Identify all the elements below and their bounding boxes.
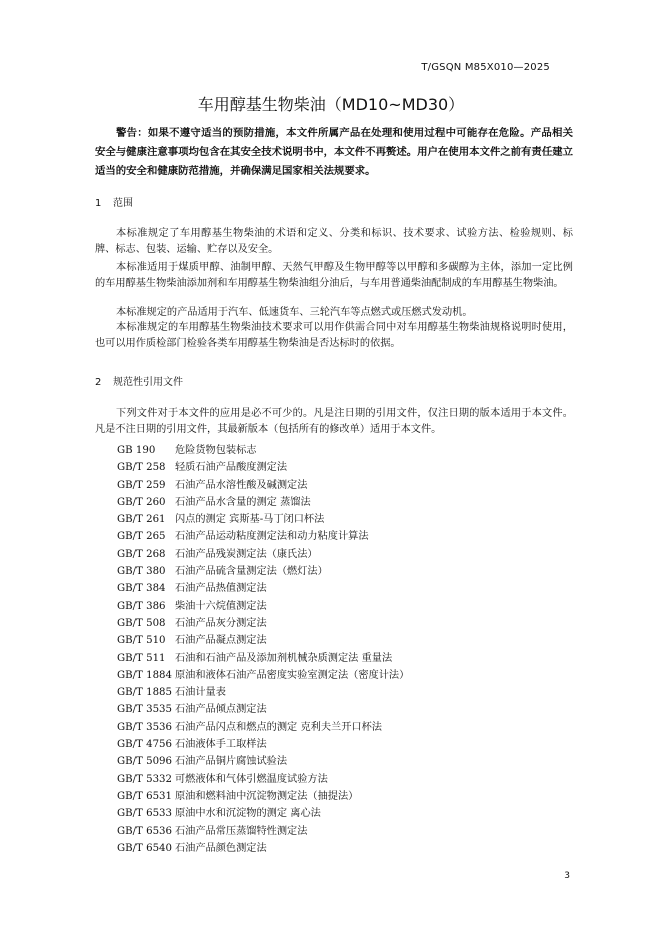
reference-code: GB/T 3536 xyxy=(117,721,173,733)
reference-item xyxy=(117,580,409,597)
reference-item xyxy=(117,511,409,528)
reference-code: GB/T 268 xyxy=(117,548,166,560)
reference-item xyxy=(117,632,409,649)
reference-name: 石油产品水溶性酸及碱测定法 xyxy=(175,479,308,491)
reference-code: GB/T 511 xyxy=(117,652,166,664)
reference-item xyxy=(117,719,409,736)
reference-name: 石油产品运动粘度测定法和动力粘度计算法 xyxy=(175,531,369,543)
reference-code: GB/T 5096 xyxy=(117,756,173,768)
reference-item xyxy=(117,650,409,667)
reference-name: 石油产品灰分测定法 xyxy=(175,617,267,629)
reference-item xyxy=(117,701,409,718)
reference-code: GB/T 260 xyxy=(117,496,166,508)
reference-name: 原油和燃料油中沉淀物测定法（抽提法） xyxy=(175,790,359,802)
document-title: 车用醇基生物柴油（MD10~MD30） xyxy=(197,95,465,114)
reference-name: 石油产品倾点测定法 xyxy=(175,704,267,716)
reference-item xyxy=(117,477,409,494)
reference-code: GB/T 1884 xyxy=(117,669,173,681)
reference-name: 石油产品颜色测定法 xyxy=(175,842,267,854)
reference-code: GB/T 510 xyxy=(117,635,166,647)
standard-code: T/GSQN M85X010—2025 xyxy=(421,62,550,73)
reference-item xyxy=(117,823,409,840)
section-title: 规范性引用文件 xyxy=(113,377,183,388)
reference-name: 石油产品热值测定法 xyxy=(175,583,267,595)
scope-paragraph: 本标准规定的车用醇基生物柴油技术要求可以用作供需合同中对车用醇基生物柴油规格说明时使用，也可以用作质检部门检验各类车用醇基生物柴油是否达标时的依据。 xyxy=(95,322,573,349)
reference-code: GB/T 6540 xyxy=(117,842,173,854)
reference-code: GB/T 1885 xyxy=(117,687,173,699)
reference-name: 原油和液体石油产品密度实验室测定法（密度计法） xyxy=(175,669,410,681)
reference-item xyxy=(117,805,409,822)
reference-item xyxy=(117,598,409,615)
reference-code: GB/T 508 xyxy=(117,617,166,629)
reference-name: 石油产品凝点测定法 xyxy=(175,635,267,647)
section-number: 2 xyxy=(95,377,102,388)
section-heading-normative-references xyxy=(95,373,183,388)
reference-name: 石油和石油产品及添加剂机械杂质测定法 重量法 xyxy=(175,652,393,664)
reference-name: 石油产品水含量的测定 蒸馏法 xyxy=(175,496,311,508)
section-title: 范围 xyxy=(113,198,133,209)
reference-item xyxy=(117,684,409,701)
reference-item xyxy=(117,459,409,476)
reference-code: GB/T 265 xyxy=(117,531,166,543)
reference-code: GB/T 386 xyxy=(117,600,166,612)
references-intro-paragraph: 下列文件对于本文件的应用是必不可少的。凡是注日期的引用文件，仅注日期的版本适用于本文件。凡是不注日期的引用文件，其最新版本（包括所有的修改单）适用于本文件。 xyxy=(95,408,573,435)
reference-item xyxy=(117,736,409,753)
reference-name: 可燃液体和气体引燃温度试验方法 xyxy=(175,773,328,785)
scope-paragraph: 本标准规定了车用醇基生物柴油的术语和定义、分类和标识、技术要求、试验方法、检验规则、标牌、标志、包装、运输、贮存以及安全。 xyxy=(95,228,573,255)
reference-item xyxy=(117,528,409,545)
reference-name: 闪点的测定 宾斯基-马丁闭口杯法 xyxy=(175,514,325,526)
reference-list xyxy=(117,442,409,857)
reference-code: GB/T 6533 xyxy=(117,808,173,820)
reference-name: 石油产品残炭测定法（康氏法） xyxy=(175,548,318,560)
reference-code: GB/T 261 xyxy=(117,514,166,526)
reference-code: GB/T 258 xyxy=(117,462,166,474)
reference-code: GB/T 259 xyxy=(117,479,166,491)
reference-item xyxy=(117,771,409,788)
reference-item xyxy=(117,615,409,632)
reference-code: GB 190 xyxy=(117,445,156,456)
reference-item xyxy=(117,563,409,580)
reference-name: 石油产品硫含量测定法（燃灯法） xyxy=(175,566,328,578)
reference-code: GB/T 6531 xyxy=(117,790,173,802)
reference-code: GB/T 5332 xyxy=(117,773,173,785)
reference-code: GB/T 380 xyxy=(117,566,166,578)
reference-name: 柴油十六烷值测定法 xyxy=(175,600,267,612)
warning-notice: 警告：如果不遵守适当的预防措施，本文件所属产品在处理和使用过程中可能存在危险。产品相关安全与健康注意事项均包含在其安全技术说明书中，本文件不再赘述。用户在使用本文件之前有责任建立适当的安全和健康防范措施，并确保满足国家相关法规要求。 xyxy=(95,127,573,177)
reference-name: 石油产品铜片腐蚀试验法 xyxy=(175,756,288,768)
reference-name: 原油中水和沉淀物的测定 离心法 xyxy=(175,808,321,820)
reference-item xyxy=(117,494,409,511)
reference-item xyxy=(117,442,409,459)
reference-name: 石油液体手工取样法 xyxy=(175,739,267,751)
reference-code: GB/T 6536 xyxy=(117,825,173,837)
reference-item xyxy=(117,788,409,805)
section-heading-scope xyxy=(95,194,133,209)
reference-item xyxy=(117,753,409,770)
reference-name: 轻质石油产品酸度测定法 xyxy=(175,462,288,474)
reference-name: 石油产品闪点和燃点的测定 克利夫兰开口杯法 xyxy=(175,721,382,733)
reference-item xyxy=(117,667,409,684)
reference-code: GB/T 3535 xyxy=(117,704,173,716)
scope-paragraph: 本标准规定的产品适用于汽车、低速货车、三轮汽车等点燃式或压燃式发动机。 xyxy=(116,307,473,318)
reference-name: 石油计量表 xyxy=(175,687,226,699)
reference-name: 石油产品常压蒸馏特性测定法 xyxy=(175,825,308,837)
page-number: 3 xyxy=(564,871,570,881)
reference-code: GB/T 4756 xyxy=(117,739,173,751)
scope-paragraph: 本标准适用于煤质甲醇、油制甲醇、天然气甲醇及生物甲醇等以甲醇和多碳醇为主体，添加一定比例的车用醇基生物柴油添加剂和车用醇基生物柴油组分油后，与车用普通柴油配制成的车用醇基生物柴油。 xyxy=(95,262,573,289)
reference-item xyxy=(117,546,409,563)
reference-code: GB/T 384 xyxy=(117,583,166,595)
section-number: 1 xyxy=(95,198,102,209)
reference-item xyxy=(117,840,409,857)
reference-name: 危险货物包装标志 xyxy=(175,445,257,456)
